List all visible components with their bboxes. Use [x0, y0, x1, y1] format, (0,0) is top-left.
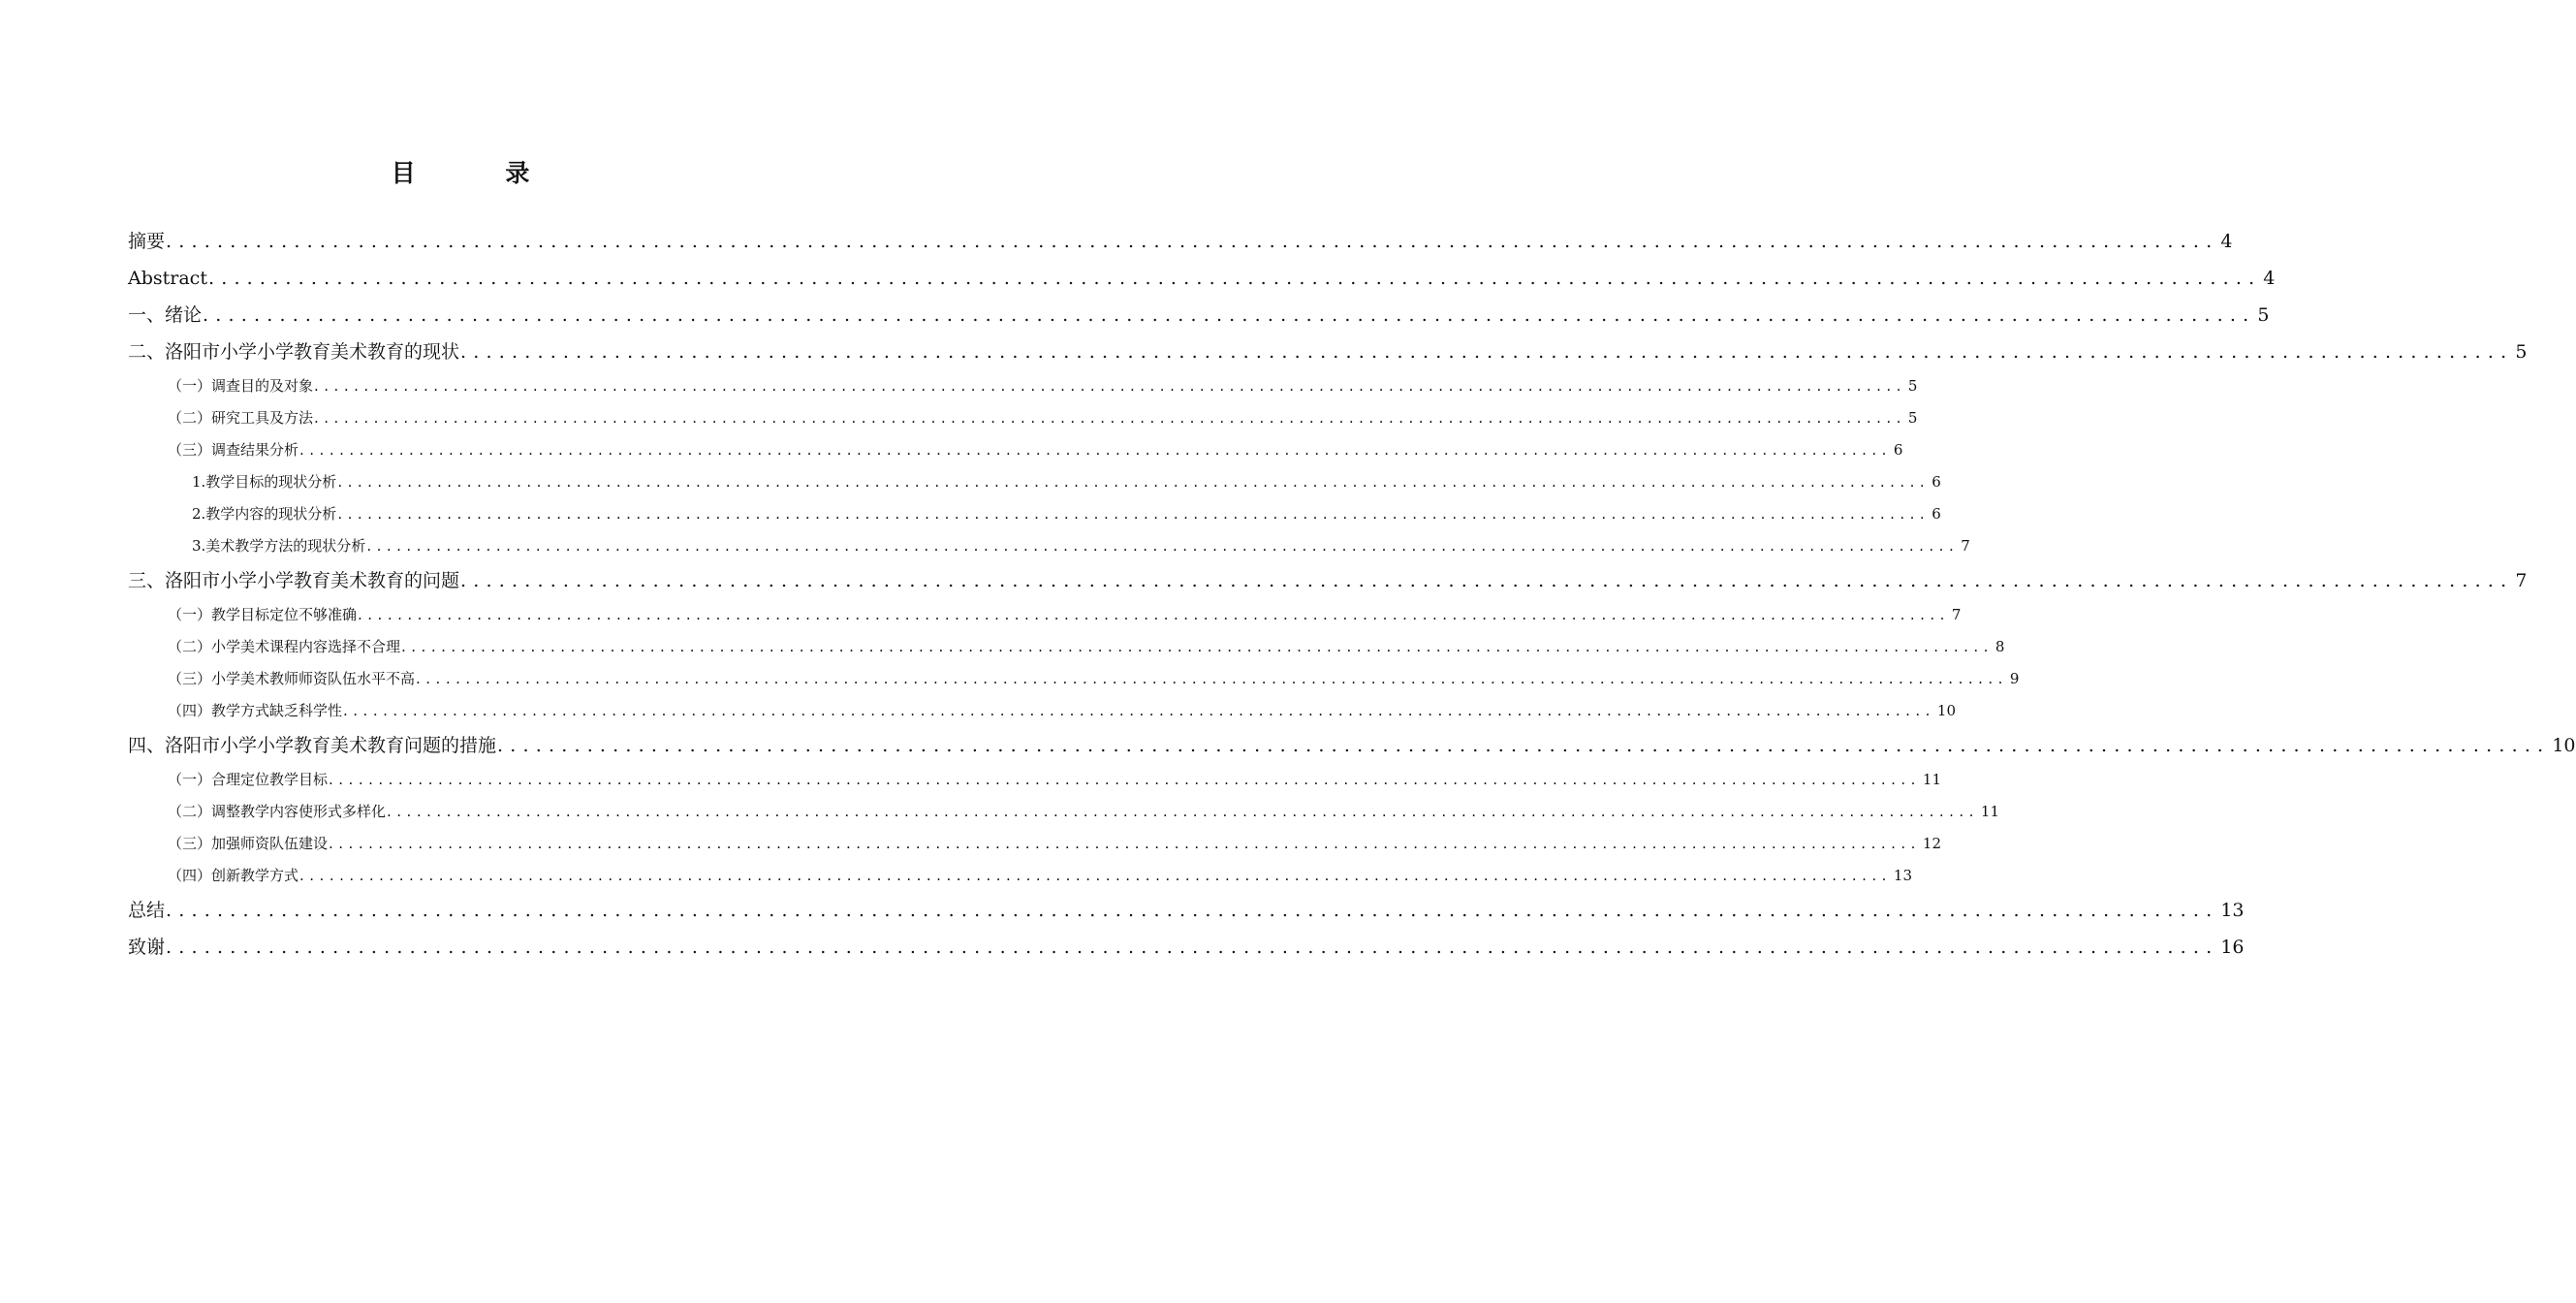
toc-entry[interactable] [128, 260, 2276, 297]
toc-entry-page-number: 4 [2263, 268, 2276, 289]
toc-entry-page-number: 6 [1893, 441, 1903, 459]
toc-entry-label: （一）调查目的及对象 [168, 377, 314, 395]
toc-dot-leader: ................................................................................................................................................................ [314, 377, 1906, 395]
toc-dot-leader: ................................................................................................................................................................ [366, 537, 1960, 555]
toc-dot-leader: ................................................................................................................................................................ [387, 803, 1979, 820]
toc-entry[interactable] [128, 599, 1962, 631]
toc-dot-leader: ................................................................................................................................................................ [401, 638, 1994, 655]
toc-dot-leader: ................................................................................................................................................................ [343, 702, 1935, 719]
toc-entry[interactable] [128, 466, 1941, 498]
toc-entry-page-number: 5 [1907, 409, 1918, 427]
toc-entry[interactable] [128, 929, 2245, 966]
toc-entry[interactable] [128, 695, 1956, 727]
toc-entry-page-number: 13 [1893, 867, 1912, 884]
toc-entry-page-number: 7 [1951, 606, 1962, 623]
toc-entry[interactable] [128, 892, 2245, 929]
toc-entry-page-number: 5 [2515, 341, 2528, 363]
toc-entry[interactable] [128, 796, 1999, 828]
toc-entry[interactable] [128, 631, 2005, 663]
toc-dot-leader: ................................................................................................................................................................ [166, 937, 2219, 958]
toc-dot-leader: ................................................................................................................................................................ [416, 670, 2008, 687]
toc-entry[interactable] [128, 530, 1970, 562]
toc-entry-label: （三）加强师资队伍建设 [168, 835, 329, 852]
table-of-contents [128, 223, 2576, 966]
toc-dot-leader: ................................................................................................................................................................ [314, 409, 1906, 427]
toc-entry-label: 2.教学内容的现状分析 [192, 505, 337, 523]
toc-dot-leader: ................................................................................................................................................................ [337, 505, 1931, 523]
toc-entry-label: 1.教学目标的现状分析 [192, 473, 337, 491]
toc-dot-leader: ................................................................................................................................................................ [207, 268, 2262, 289]
toc-entry[interactable] [128, 562, 2528, 599]
toc-entry[interactable] [128, 663, 2020, 695]
toc-entry-label: 总结 [128, 900, 166, 921]
toc-entry-page-number: 7 [1961, 537, 1970, 555]
toc-entry[interactable] [128, 498, 1941, 530]
toc-entry-label: （三）调查结果分析 [168, 441, 299, 459]
toc-entry-label: 一、绪论 [128, 304, 203, 326]
toc-dot-leader: ................................................................................................................................................................ [166, 231, 2219, 252]
toc-entry[interactable] [128, 727, 2576, 764]
toc-entry-label: 3.美术教学方法的现状分析 [192, 537, 366, 555]
toc-entry-page-number: 5 [2257, 304, 2270, 326]
toc-dot-leader: ................................................................................................................................................................ [460, 341, 2514, 363]
toc-entry[interactable] [128, 764, 1941, 796]
toc-entry-label: （三）小学美术教师师资队伍水平不高 [168, 670, 416, 687]
toc-dot-leader: ................................................................................................................................................................ [358, 606, 1950, 623]
toc-entry-page-number: 13 [2220, 900, 2245, 921]
toc-entry-label: （二）调整教学内容使形式多样化 [168, 803, 387, 820]
toc-dot-leader: ................................................................................................................................................................ [329, 771, 1921, 788]
toc-entry-label: （一）合理定位教学目标 [168, 771, 329, 788]
toc-entry-label: 二、洛阳市小学小学教育美术教育的现状 [128, 341, 460, 363]
toc-dot-leader: ................................................................................................................................................................ [299, 867, 1892, 884]
page-title: 目 录 [391, 159, 571, 187]
toc-entry-page-number: 16 [2220, 937, 2245, 958]
toc-entry-page-number: 8 [1995, 638, 2005, 655]
toc-entry-page-number: 10 [2552, 735, 2576, 756]
toc-entry[interactable] [128, 860, 1912, 892]
toc-entry-page-number: 5 [1907, 377, 1918, 395]
toc-dot-leader: ................................................................................................................................................................ [497, 735, 2551, 756]
toc-entry[interactable] [128, 434, 1903, 466]
toc-entry-page-number: 9 [2009, 670, 2020, 687]
toc-entry-page-number: 4 [2220, 231, 2233, 252]
toc-entry-page-number: 6 [1932, 505, 1941, 523]
toc-entry-page-number: 11 [1980, 803, 1999, 820]
toc-dot-leader: ................................................................................................................................................................ [329, 835, 1921, 852]
toc-entry-label: 摘要 [128, 231, 166, 252]
toc-entry[interactable] [128, 828, 1941, 860]
toc-entry-page-number: 10 [1936, 702, 1956, 719]
toc-dot-leader: ................................................................................................................................................................ [299, 441, 1892, 459]
toc-dot-leader: ................................................................................................................................................................ [166, 900, 2219, 921]
toc-entry[interactable] [128, 370, 1918, 402]
toc-entry-label: （二）研究工具及方法 [168, 409, 314, 427]
toc-entry-label: 四、洛阳市小学小学教育美术教育问题的措施 [128, 735, 497, 756]
toc-dot-leader: ................................................................................................................................................................ [203, 304, 2256, 326]
toc-entry[interactable] [128, 334, 2528, 370]
toc-entry-page-number: 11 [1922, 771, 1941, 788]
toc-entry-page-number: 7 [2515, 570, 2528, 591]
toc-entry-page-number: 12 [1922, 835, 1941, 852]
toc-entry-label: Abstract [128, 268, 207, 289]
toc-dot-leader: ................................................................................................................................................................ [337, 473, 1931, 491]
toc-entry[interactable] [128, 297, 2270, 334]
toc-entry[interactable] [128, 402, 1918, 434]
toc-entry-label: 致谢 [128, 937, 166, 958]
toc-dot-leader: ................................................................................................................................................................ [460, 570, 2514, 591]
toc-entry-label: 三、洛阳市小学小学教育美术教育的问题 [128, 570, 460, 591]
toc-entry-label: （二）小学美术课程内容选择不合理 [168, 638, 401, 655]
toc-entry-page-number: 6 [1932, 473, 1941, 491]
toc-entry-label: （一）教学目标定位不够准确 [168, 606, 358, 623]
toc-entry-label: （四）创新教学方式 [168, 867, 299, 884]
toc-entry[interactable] [128, 223, 2233, 260]
toc-entry-label: （四）教学方式缺乏科学性 [168, 702, 343, 719]
